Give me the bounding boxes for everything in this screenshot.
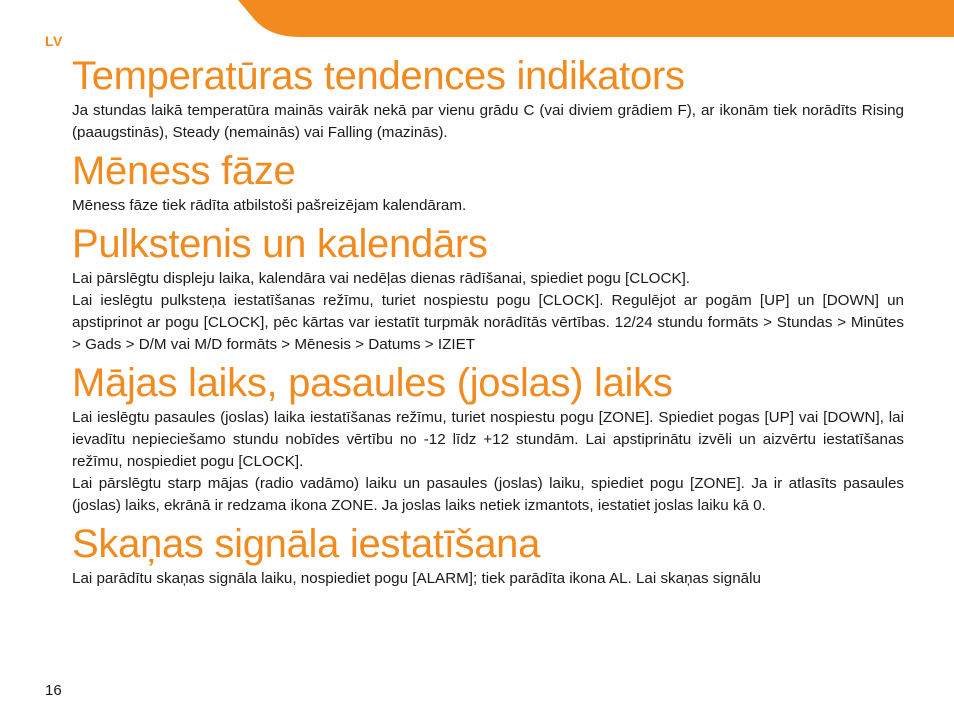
section-paragraph: Lai pārslēgtu starp mājas (radio vadāmo) laiku un pasaules (joslas) laiku, spiediet pogu [ZONE]. Ja ir atlasīts pasaules (joslas) laiks, ekrānā ir redzama ikona ZONE. Ja joslas laiks netiek izmantots, iestatiet joslas laiku kā 0.: [72, 475, 904, 514]
section-alarm-setting: [72, 520, 904, 590]
section-paragraph: Lai pārslēgtu displeju laika, kalendāra vai nedēļas dienas rādīšanai, spiediet pogu [CLOCK].: [72, 270, 691, 287]
section-title: Mēness fāze: [72, 149, 296, 193]
header-accent-bar: [0, 0, 954, 37]
section-clock-calendar: [72, 220, 904, 356]
page-number: 16: [45, 682, 62, 699]
section-paragraph: Lai parādītu skaņas signāla laiku, nospiediet pogu [ALARM]; tiek parādīta ikona AL. Lai skaņas signālu: [72, 570, 761, 587]
section-paragraph: Ja stundas laikā temperatūra mainās vairāk nekā par vienu grādu C (vai diviem grādiem F), ar ikonām tiek norādīts Rising (paaugstinās), Steady (nemainās) vai Falling (mazinās).: [72, 102, 904, 141]
section-title: Temperatūras tendences indikators: [72, 54, 685, 98]
document-body: [72, 52, 904, 590]
section-title: Mājas laiks, pasaules (joslas) laiks: [72, 361, 673, 405]
section-title: Pulkstenis un kalendārs: [72, 222, 488, 266]
section-temperature-trend: [72, 52, 904, 144]
section-paragraph: Lai ieslēgtu pulksteņa iestatīšanas režīmu, turiet nospiestu pogu [CLOCK]. Regulējot ar pogām [UP] un [DOWN] un apstiprinot ar pogu [CLOCK], pēc kārtas var iestatīt turpmāk norādītās vērtības. 12/24 stundu formāts > Stundas > Minūtes > Gads > D/M vai M/D formāts > Mēnesis > Datums > IZIET: [72, 292, 904, 353]
section-moon-phase: [72, 147, 904, 217]
section-paragraph: Mēness fāze tiek rādīta atbilstoši pašreizējam kalendāram.: [72, 197, 467, 214]
language-code: LV: [45, 33, 63, 49]
section-title: Skaņas signāla iestatīšana: [72, 522, 541, 566]
section-paragraph: Lai ieslēgtu pasaules (joslas) laika iestatīšanas režīmu, turiet nospiestu pogu [ZONE]. Spiediet pogas [UP] vai [DOWN], lai ievadītu nepieciešamo stundu nobīdes vērtību no -12 līdz +12 stundām. Lai apstiprinātu izvēli un aizvērtu iestatīšanas režīmu, nospiediet pogu [CLOCK].: [72, 409, 904, 470]
section-home-world-time: [72, 359, 904, 517]
